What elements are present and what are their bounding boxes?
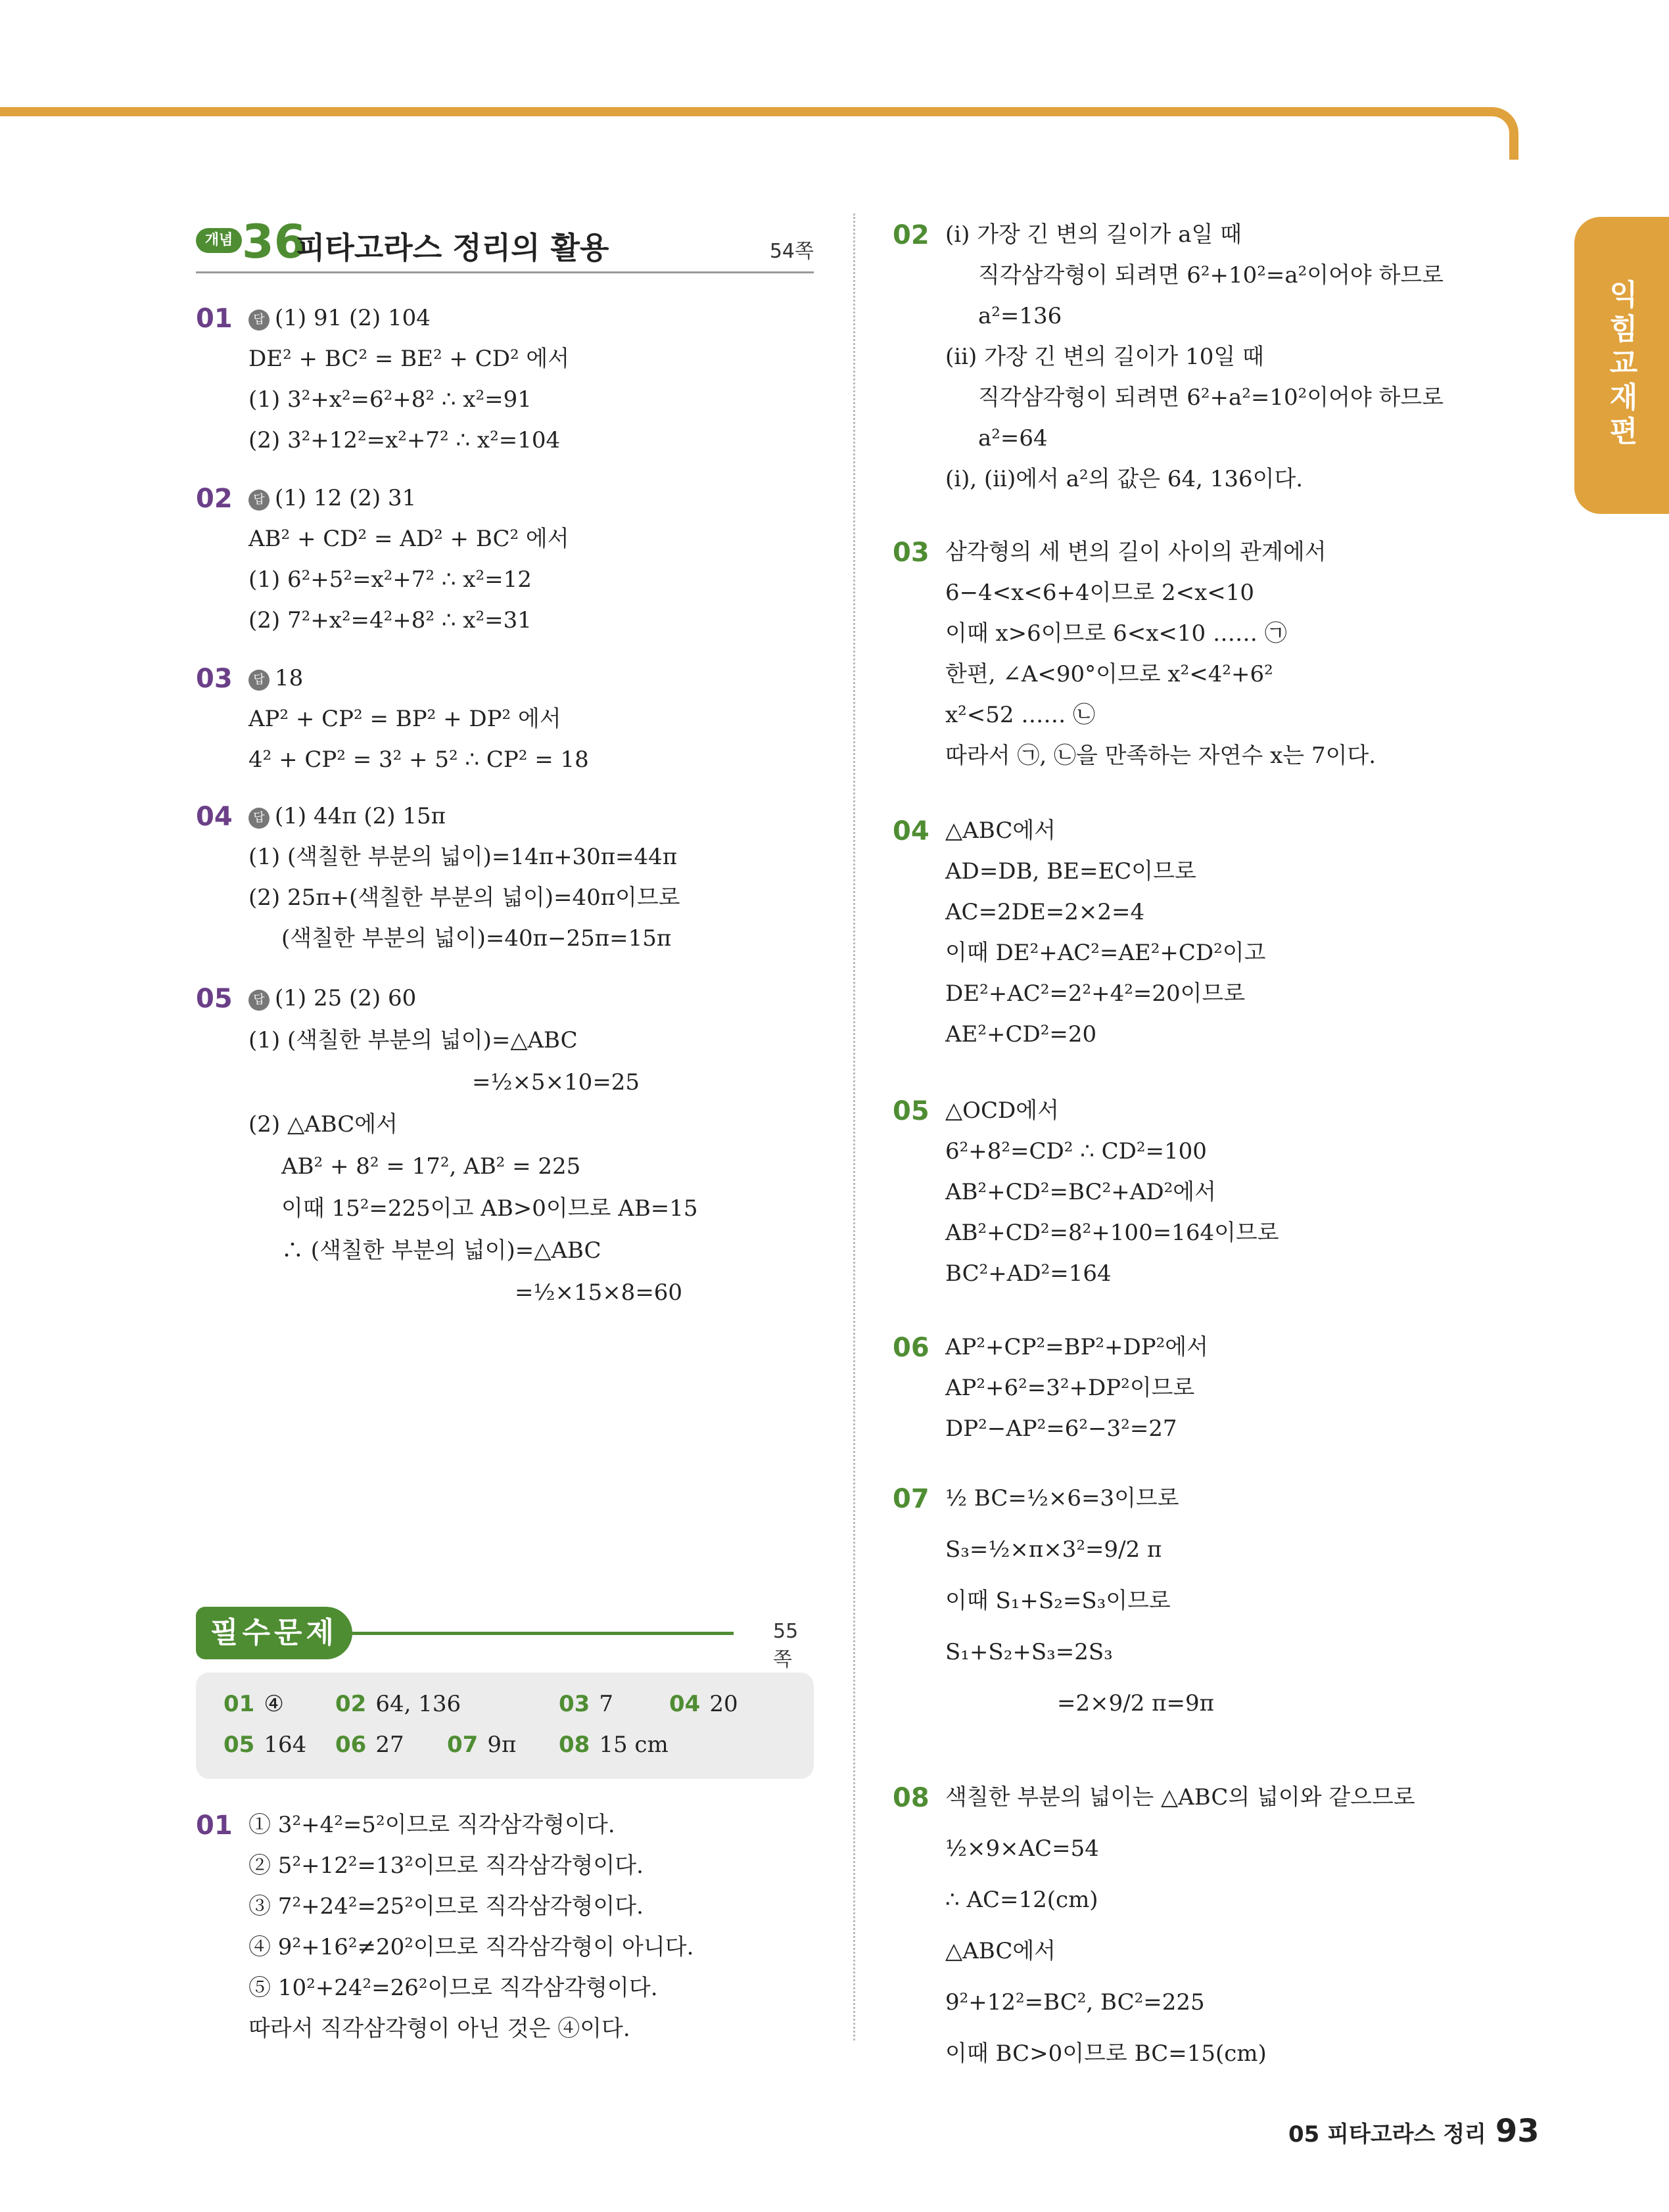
problem-number: 08 (893, 1783, 929, 1813)
side-tab-label: 익힘교재편 (1604, 279, 1637, 450)
must-problems-header (196, 1607, 814, 1671)
solution-line: 이때 x>6이므로 6<x<10 …… ㉠ (945, 620, 1287, 647)
problem-number: 01 (196, 304, 233, 334)
solution-line (248, 800, 446, 832)
answer-number: 07 (447, 1732, 479, 1758)
problem-number: 02 (893, 220, 929, 250)
solution-line (248, 662, 303, 694)
answer-number: 03 (559, 1691, 590, 1717)
must-problems-rule (352, 1632, 734, 1635)
answer-value: 7 (599, 1691, 613, 1717)
solution-line: x²<52 …… ㉡ (945, 702, 1096, 728)
answer-number: 06 (335, 1732, 367, 1758)
solution-line: 9²+12²=BC², BC²=225 (945, 1989, 1205, 2016)
answer-item (559, 1691, 613, 1717)
solution-line: △ABC에서 (945, 1938, 1056, 1964)
solution-line: DE²+AC²=2²+4²=20이므로 (945, 980, 1246, 1007)
solution-line: 6²+8²=CD² ∴ CD²=100 (945, 1138, 1207, 1164)
solution-line: DP²−AP²=6²−3²=27 (945, 1416, 1177, 1442)
solution-line: AB² + CD² = AD² + BC² 에서 (248, 526, 569, 552)
solution-line: (ⅱ) 가장 긴 변의 길이가 10일 때 (945, 344, 1264, 370)
top-accent-bar (0, 107, 1495, 116)
answer-value: 9π (487, 1732, 517, 1758)
solution-line (248, 482, 416, 514)
solution-line: =½×5×10=25 (472, 1069, 640, 1095)
solution-line: (1) (색칠한 부분의 넓이)=△ABC (248, 1027, 578, 1053)
answer-item (669, 1691, 738, 1717)
answer-value: ④ (264, 1691, 284, 1717)
section-header (196, 215, 814, 273)
problem-number: 03 (893, 538, 929, 568)
answer-value: 27 (375, 1732, 404, 1758)
solution-line: BC²+AD²=164 (945, 1260, 1112, 1287)
solution-line (248, 302, 431, 334)
solution-line: ③ 7²+24²=25²이므로 직각삼각형이다. (248, 1893, 644, 1920)
solution-line: (1) 6²+5²=x²+7² ∴ x²=12 (248, 566, 532, 593)
answer-item (559, 1732, 669, 1758)
page-number: 93 (1495, 2113, 1540, 2150)
answer-summary-box (196, 1672, 814, 1779)
problem-number: 02 (196, 484, 233, 514)
solution-line: (1) 3²+x²=6²+8² ∴ x²=91 (248, 386, 532, 413)
problem-number: 03 (196, 664, 233, 694)
answer-item (223, 1691, 284, 1717)
solution-line: 색칠한 부분의 넓이는 △ABC의 넓이와 같으므로 (945, 1784, 1415, 1810)
solution-line: (ⅰ) 가장 긴 변의 길이가 a일 때 (945, 221, 1242, 248)
problem-number: 05 (196, 984, 233, 1014)
solution-line: (2) 25π+(색칠한 부분의 넓이)=40π이므로 (248, 885, 680, 911)
answer-number: 04 (669, 1691, 701, 1717)
problem-number: 04 (893, 816, 929, 846)
solution-line: (1) (색칠한 부분의 넓이)=14π+30π=44π (248, 844, 678, 870)
solution-line: ⑤ 10²+24²=26²이므로 직각삼각형이다. (248, 1975, 658, 2001)
solution-line: ½×9×AC=54 (945, 1835, 1099, 1862)
solution-line: ∴ AC=12(cm) (945, 1887, 1098, 1913)
solution-line: 따라서 ㉠, ㉡을 만족하는 자연수 x는 7이다. (945, 743, 1376, 769)
solution-line: AE²+CD²=20 (945, 1021, 1097, 1048)
must-problems-title: 필수문제 (196, 1607, 352, 1659)
solution-line: △ABC에서 (945, 818, 1056, 844)
solution-line: =½×15×8=60 (515, 1279, 683, 1306)
solution-line: 4² + CP² = 3² + 5² ∴ CP² = 18 (248, 747, 589, 773)
solution-line: (색칠한 부분의 넓이)=40π−25π=15π (281, 925, 672, 952)
solution-line: S₃=½×π×3²=9/2 π (945, 1536, 1162, 1563)
answer-value: 64, 136 (375, 1691, 461, 1717)
answer-value: 20 (709, 1691, 738, 1717)
answer-value: 18 (275, 665, 304, 691)
answer-number: 02 (335, 1691, 367, 1717)
answer-value: (1) 12 (2) 31 (275, 485, 417, 511)
solution-line: 이때 DE²+AC²=AE²+CD²이고 (945, 940, 1266, 966)
answer-mark-icon: 답 (248, 310, 270, 331)
column-divider (853, 214, 855, 2040)
section-title: 피타고라스 정리의 활용 (296, 230, 609, 265)
solution-line: 이때 BC>0이므로 BC=15(cm) (945, 2040, 1267, 2067)
answer-mark-icon: 답 (248, 490, 270, 511)
answer-mark-icon: 답 (248, 670, 270, 691)
problem-number: 04 (196, 802, 233, 832)
solution-line: =2×9/2 π=9π (1057, 1690, 1214, 1717)
answer-value: 15 cm (599, 1732, 669, 1758)
solution-line: (ⅰ), (ⅱ)에서 a²의 값은 64, 136이다. (945, 466, 1304, 492)
problem-number: 06 (893, 1333, 929, 1363)
footer-chapter: 05 피타고라스 정리 (1288, 2121, 1486, 2148)
answer-number: 05 (223, 1732, 255, 1758)
solution-line: 직각삼각형이 되려면 6²+10²=a²이어야 하므로 (978, 262, 1444, 288)
answer-value: (1) 91 (2) 104 (275, 305, 431, 331)
answer-number: 01 (223, 1691, 255, 1717)
solution-line: 직각삼각형이 되려면 6²+a²=10²이어야 하므로 (978, 384, 1444, 411)
solution-line: AP²+6²=3²+DP²이므로 (945, 1375, 1195, 1401)
section-badge: 개념 (196, 228, 242, 253)
solution-line: ④ 9²+16²≠20²이므로 직각삼각형이 아니다. (248, 1934, 694, 1960)
solution-line: 삼각형의 세 변의 길이 사이의 관계에서 (945, 539, 1327, 565)
side-tab (1574, 217, 1669, 514)
solution-line: a²=64 (978, 425, 1048, 451)
solution-line: 따라서 직각삼각형이 아닌 것은 ④이다. (248, 2016, 630, 2042)
answer-item (447, 1732, 516, 1758)
answer-number: 08 (559, 1732, 590, 1758)
problem-number: 05 (893, 1096, 929, 1126)
solution-line (248, 982, 416, 1014)
answer-item (335, 1732, 404, 1758)
solution-line: (2) △ABC에서 (248, 1111, 398, 1138)
answer-value: 164 (264, 1732, 307, 1758)
solution-line: AB² + 8² = 17², AB² = 225 (281, 1153, 581, 1180)
solution-line: 이때 15²=225이고 AB>0이므로 AB=15 (281, 1195, 698, 1222)
solution-line: ① 3²+4²=5²이므로 직각삼각형이다. (248, 1812, 615, 1838)
solution-line: 한편, ∠A<90°이므로 x²<4²+6² (945, 661, 1273, 687)
answer-item (223, 1732, 306, 1758)
solution-line: ② 5²+12²=13²이므로 직각삼각형이다. (248, 1853, 644, 1879)
solution-line: DE² + BC² = BE² + CD² 에서 (248, 346, 570, 372)
solution-line: △OCD에서 (945, 1097, 1059, 1124)
solution-line: S₁+S₂+S₃=2S₃ (945, 1639, 1113, 1665)
problem-number: 01 (196, 1810, 233, 1841)
answer-item (335, 1691, 461, 1717)
answer-mark-icon: 답 (248, 990, 270, 1011)
section-number: 36 (242, 215, 306, 269)
answer-value: (1) 25 (2) 60 (275, 985, 417, 1011)
answer-mark-icon: 답 (248, 808, 270, 829)
problem-number: 07 (893, 1484, 929, 1514)
solution-line: AD=DB, BE=EC이므로 (945, 858, 1196, 885)
solution-line: 6−4<x<6+4이므로 2<x<10 (945, 580, 1255, 606)
section-page: 54쪽 (769, 240, 814, 263)
top-accent-curve (1487, 107, 1518, 160)
solution-line: (2) 7²+x²=4²+8² ∴ x²=31 (248, 607, 532, 634)
solution-line: AB²+CD²=8²+100=164이므로 (945, 1220, 1279, 1246)
must-problems-page: 55쪽 (773, 1620, 799, 1671)
solution-line: (2) 3²+12²=x²+7² ∴ x²=104 (248, 427, 561, 453)
solution-line: AP²+CP²=BP²+DP²에서 (945, 1334, 1208, 1360)
solution-line: ½ BC=½×6=3이므로 (945, 1485, 1179, 1511)
solution-line: a²=136 (978, 303, 1062, 329)
solution-line: AP² + CP² = BP² + DP² 에서 (248, 706, 561, 732)
solution-line: 이때 S₁+S₂=S₃이므로 (945, 1588, 1171, 1614)
solution-line: AB²+CD²=BC²+AD²에서 (945, 1179, 1216, 1205)
solution-line: ∴ (색칠한 부분의 넓이)=△ABC (281, 1237, 601, 1264)
answer-value: (1) 44π (2) 15π (275, 803, 446, 829)
page-footer (1288, 2113, 1540, 2150)
solution-line: AC=2DE=2×2=4 (945, 899, 1145, 925)
